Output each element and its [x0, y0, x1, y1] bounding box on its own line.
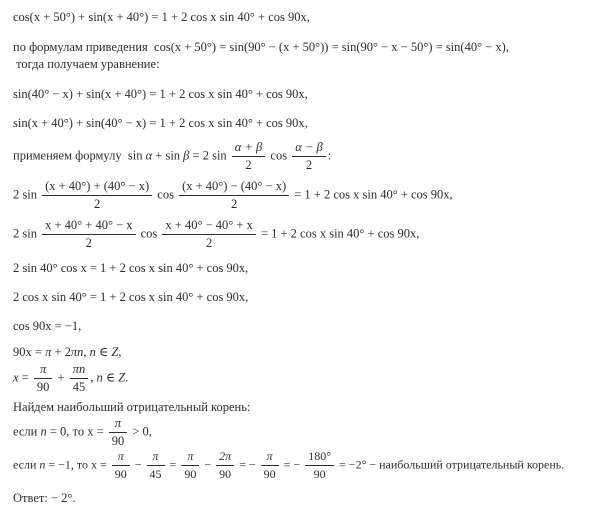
math-text: cos(x + 50°) + sin(x + 40°) = 1 + 2 cos x sin 40° + cos 90x,	[13, 10, 310, 24]
math-text: = 0, то x =	[46, 424, 107, 439]
math-text: ∈	[102, 370, 119, 385]
fraction-denominator: 90	[263, 467, 276, 481]
fraction-denominator: 90	[219, 467, 232, 481]
fraction-denominator: 45	[72, 380, 86, 394]
math-text: = −2° − наибольший отрицательный корень.	[336, 457, 565, 472]
fraction	[230, 140, 267, 173]
fraction-denominator: 90	[184, 467, 197, 481]
eq-original	[13, 9, 600, 26]
math-text: ,	[90, 370, 97, 385]
math-text: 2 cos x sin 40° = 1 + 2 cos x sin 40° + cos 90x,	[13, 290, 249, 304]
math-text: + sin	[152, 148, 184, 163]
fraction	[290, 140, 327, 173]
math-text: sin(40° − x) + sin(x + 40°) = 1 + 2 cos x sin 40° + cos 90x,	[13, 87, 308, 101]
math-text: π	[45, 345, 52, 359]
eq-step-parens-removed	[13, 218, 600, 251]
fraction-denominator: 2	[206, 236, 213, 250]
math-text: n	[89, 345, 96, 359]
math-text: если	[13, 424, 41, 439]
case-n-equals-0	[13, 416, 600, 449]
fraction-denominator: 90	[36, 380, 50, 394]
math-text: sin(x + 40°) + sin(40° − x) = 1 + 2 cos x sin 40° + cos 90x,	[13, 116, 308, 130]
fraction-numerator: π	[147, 449, 165, 466]
sum-to-product-formula	[13, 140, 600, 173]
eq-step-cos90x	[13, 318, 600, 335]
fraction-numerator: (x + 40°) + (40° − x)	[42, 179, 152, 196]
math-text: 90x =	[13, 345, 46, 359]
eq-solution-x	[13, 362, 600, 395]
answer	[13, 490, 600, 507]
fraction-numerator: π	[34, 362, 53, 379]
math-text: = 1 + 2 cos x sin 40° + cos 90x,	[291, 187, 453, 202]
math-text: =	[18, 370, 32, 385]
fraction-numerator: 2π	[216, 449, 234, 466]
math-text: = 2 sin	[189, 148, 230, 163]
fraction-numerator: α − β	[292, 140, 325, 157]
math-text: > 0,	[129, 424, 152, 439]
find-root-heading	[13, 399, 600, 416]
math-text: применяем формулу sin	[13, 148, 146, 163]
math-text: = −1, то x =	[45, 457, 110, 472]
fraction	[68, 362, 91, 395]
math-text: n	[40, 424, 47, 439]
math-text: = −	[280, 457, 304, 472]
fraction-numerator: π	[109, 416, 128, 433]
fraction	[107, 416, 130, 449]
math-text: cos	[267, 148, 291, 163]
math-text: 2 sin 40° cos x = 1 + 2 cos x sin 40° + cos 90x,	[13, 261, 249, 275]
fraction	[32, 362, 55, 395]
fraction-denominator: 90	[111, 434, 125, 448]
math-text: ,	[83, 345, 90, 359]
math-text: x	[13, 370, 19, 385]
fraction	[40, 218, 137, 251]
math-text: ,	[118, 345, 122, 359]
math-text: если	[13, 457, 40, 472]
fraction-denominator: 2	[230, 197, 238, 211]
fraction-denominator: 2	[85, 236, 92, 250]
math-text: Z	[111, 345, 119, 359]
eq-step-reordered	[13, 115, 600, 132]
fraction-numerator: πn	[70, 362, 89, 379]
math-text: = 1 + 2 cos x sin 40° + cos 90x,	[257, 226, 420, 241]
math-text: cos 90x = −1,	[13, 319, 82, 333]
math-text: n	[39, 457, 46, 472]
fraction-numerator: π	[261, 449, 279, 466]
math-text: Ответ: − 2°.	[13, 491, 76, 505]
math-text: −	[131, 457, 145, 472]
reduction-formula-note	[13, 39, 600, 56]
math-text: .	[125, 370, 129, 385]
math-text: β	[183, 148, 190, 163]
math-text: −	[201, 457, 215, 472]
then-equation-note	[13, 56, 600, 73]
math-text: n	[96, 370, 103, 385]
fraction	[160, 218, 257, 251]
fraction-numerator: α + β	[232, 140, 265, 157]
math-text: + 2	[51, 345, 71, 359]
fraction-denominator: 2	[93, 197, 101, 211]
eq-step-90x	[13, 344, 600, 361]
fraction-denominator: 90	[114, 467, 127, 481]
fraction	[303, 449, 336, 482]
eq-step-substituted	[13, 86, 600, 103]
math-text: тогда получаем уравнение:	[13, 57, 160, 71]
math-text: cos	[154, 187, 178, 202]
eq-step-simplified-1	[13, 260, 600, 277]
fraction-numerator: 180°	[305, 449, 334, 466]
fraction	[40, 179, 154, 212]
fraction	[214, 449, 236, 482]
fraction	[145, 449, 167, 482]
fraction-denominator: 45	[149, 467, 162, 481]
math-text: по формулам приведения cos(x + 50°) = sin(90° − (x + 50°)) = sin(90° − x − 50°) = sin(40° − x),	[13, 40, 509, 54]
math-text: = −	[236, 457, 259, 472]
fraction-denominator: 2	[305, 158, 313, 172]
math-text: πn	[70, 345, 84, 359]
fraction-numerator: π	[112, 449, 130, 466]
fraction	[259, 449, 281, 482]
eq-step-simplified-2	[13, 289, 600, 306]
fraction	[177, 179, 291, 212]
math-document	[13, 9, 600, 507]
math-text: Z	[118, 370, 126, 385]
math-text: =	[166, 457, 180, 472]
eq-step-applied-formula	[13, 179, 600, 212]
math-text: Найдем наибольший отрицательный корень:	[13, 400, 251, 414]
fraction	[110, 449, 132, 482]
math-text: ∈	[95, 345, 112, 359]
fraction-numerator: x + 40° + 40° − x	[42, 218, 135, 235]
fraction-denominator: 90	[313, 467, 326, 481]
fraction-numerator: x + 40° − 40° + x	[162, 218, 255, 235]
math-text: α	[145, 148, 153, 163]
fraction-numerator: π	[181, 449, 199, 466]
math-text: 2 sin	[13, 226, 41, 241]
math-text: 2 sin	[13, 187, 41, 202]
math-text: cos	[137, 226, 161, 241]
math-text: :	[327, 148, 332, 163]
fraction	[179, 449, 201, 482]
fraction-numerator: (x + 40°) − (40° − x)	[179, 179, 289, 196]
case-n-equals-minus-1	[13, 449, 600, 482]
math-text: +	[54, 370, 68, 385]
fraction-denominator: 2	[245, 158, 252, 172]
